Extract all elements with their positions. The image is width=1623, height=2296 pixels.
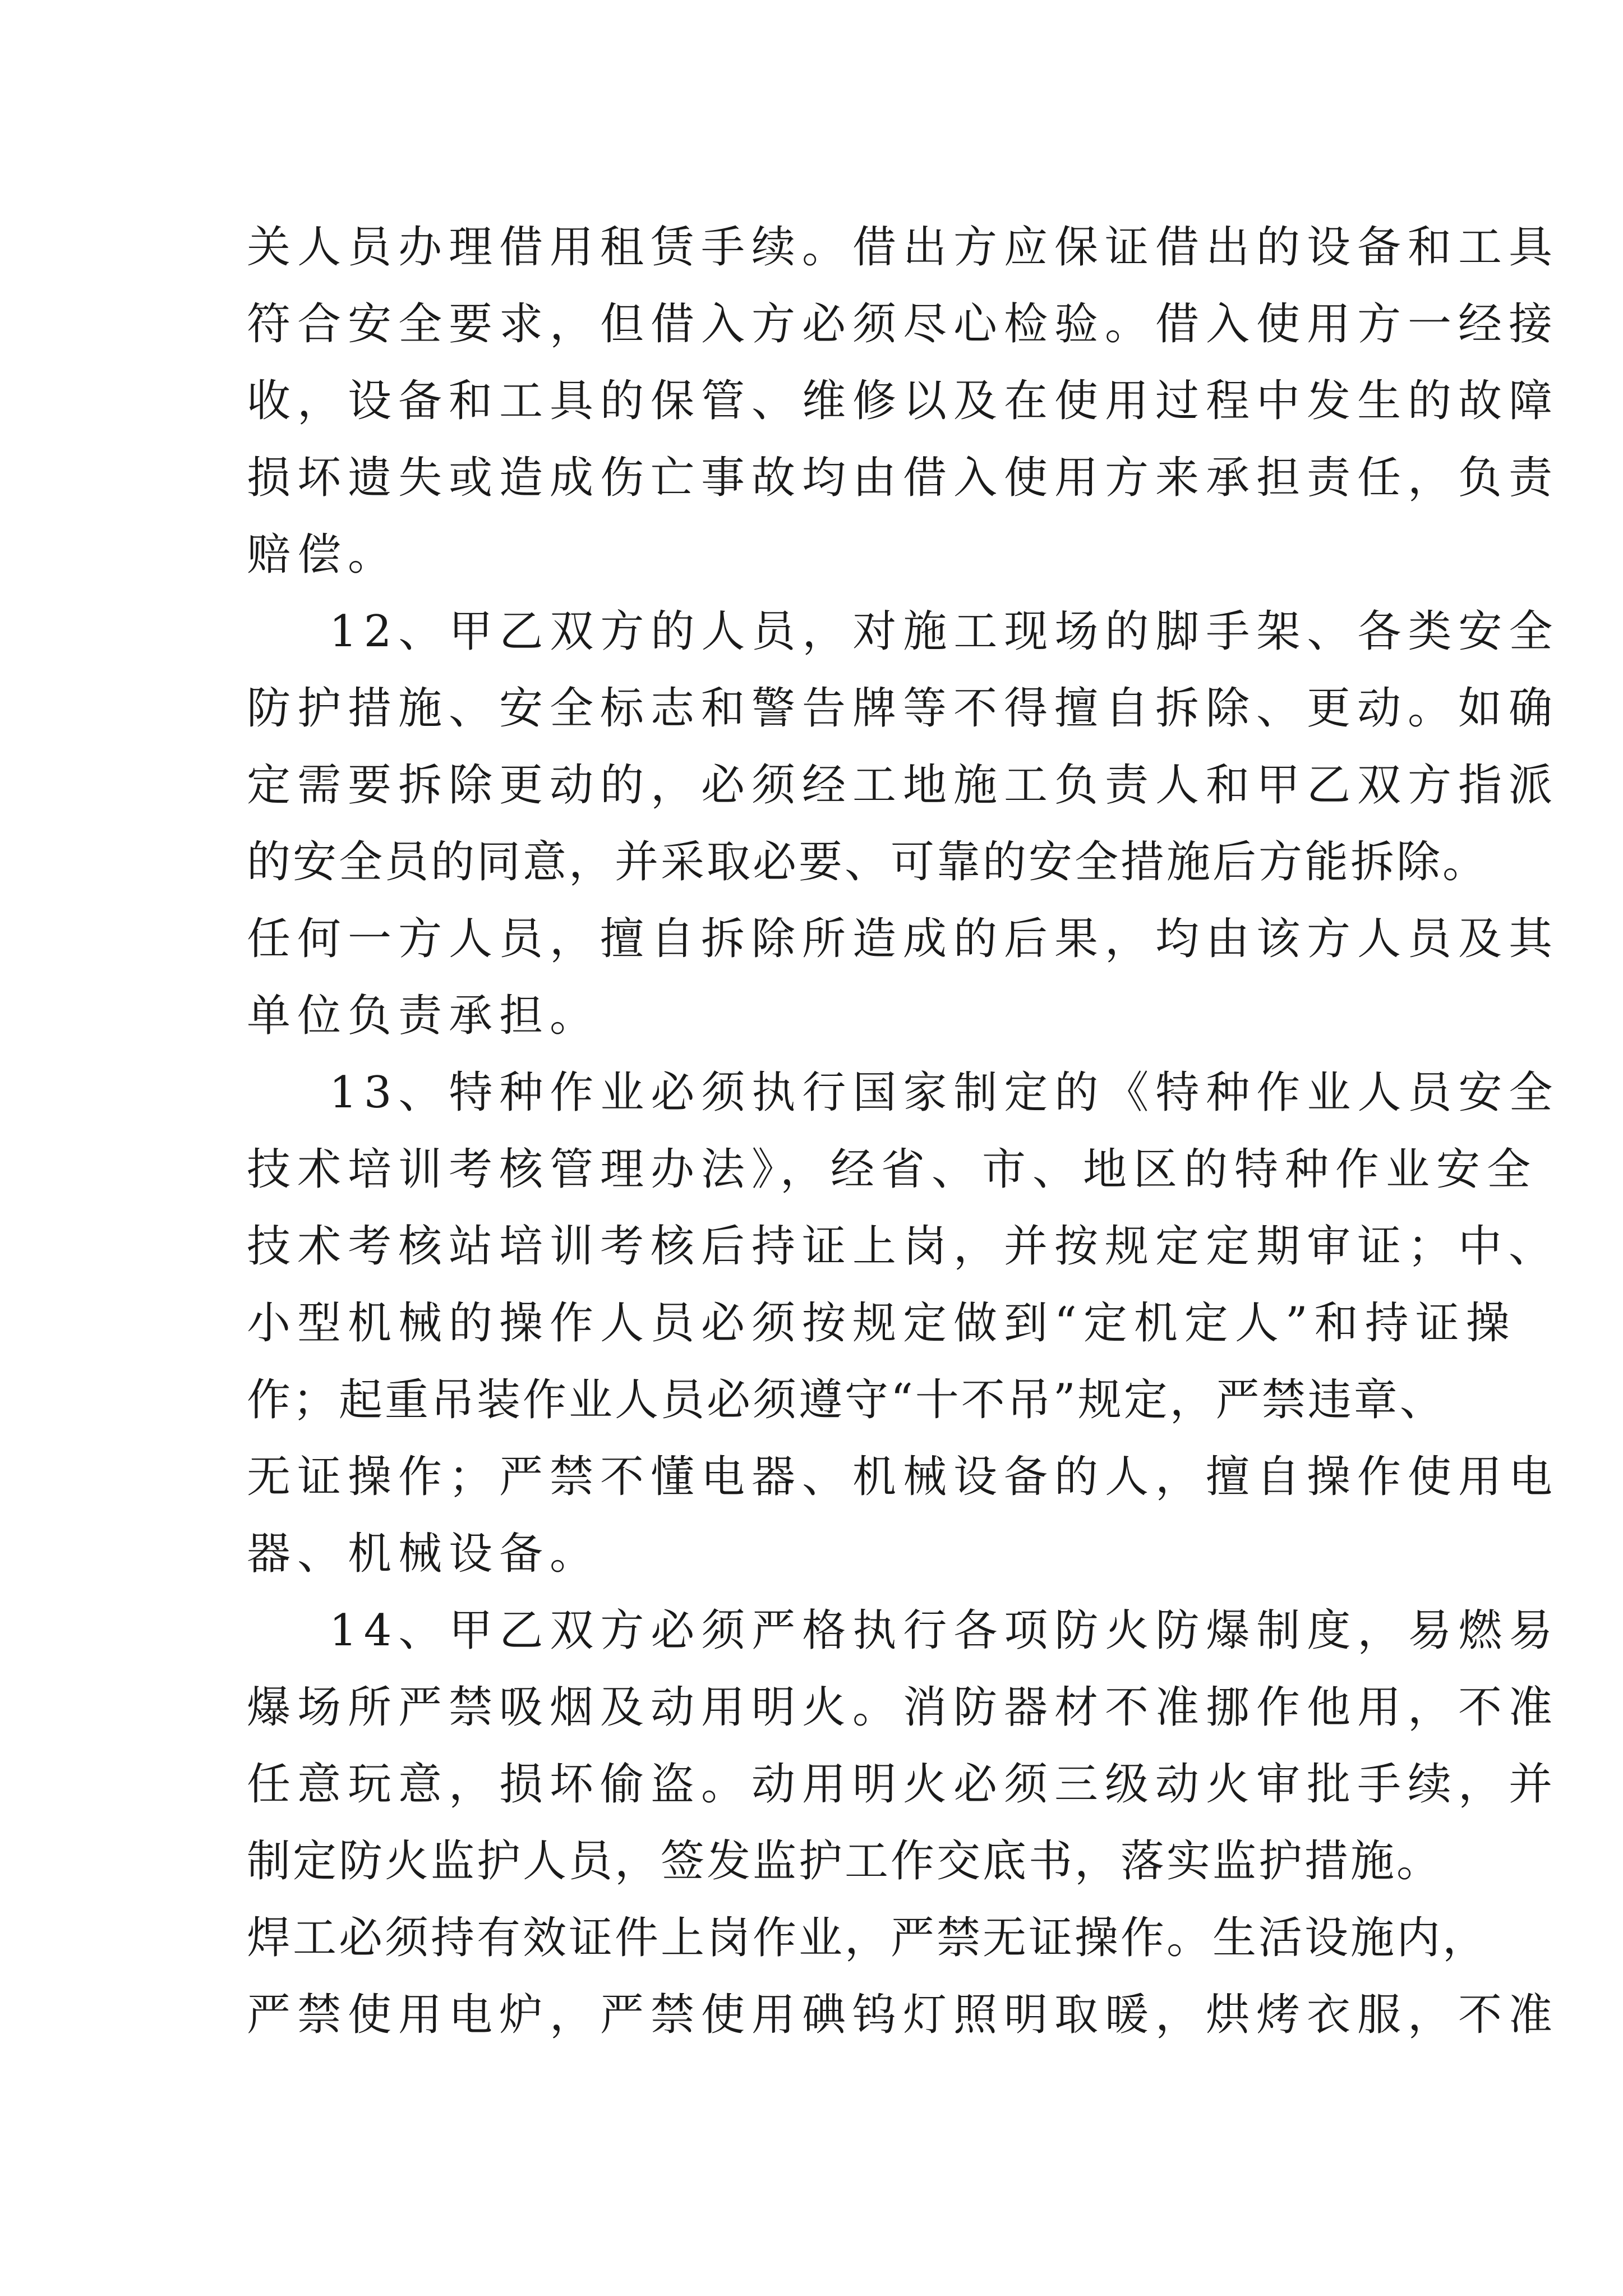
paragraph-14	[247, 1593, 1560, 2054]
text-line: 14、甲乙双方必须严格执行各项防火防爆制度，易燃易	[247, 1605, 1560, 1656]
text-line: 13、特种作业必须执行国家制定的《特种作业人员安全	[247, 1068, 1560, 1118]
text-line: 防护措施、安全标志和警告牌等不得擅自拆除、更动。如确	[247, 683, 1560, 734]
paragraph-11-continued	[247, 209, 1560, 593]
text-line: 损坏遗失或造成伤亡事故均由借入使用方来承担责任，负责	[247, 453, 1560, 503]
text-line: 定需要拆除更动的，必须经工地施工负责人和甲乙双方指派	[247, 760, 1560, 811]
text-line: 符合安全要求，但借入方必须尽心检验。借入使用方一经接	[247, 299, 1560, 349]
text-line: 12、甲乙双方的人员，对施工现场的脚手架、各类安全	[247, 606, 1560, 657]
text-line: 焊工必须持有效证件上岗作业，严禁无证操作。生活设施内，	[247, 1913, 1489, 1963]
text-line: 技术考核站培训考核后持证上岗，并按规定定期审证；中、	[247, 1221, 1560, 1272]
paragraph-13	[247, 1055, 1560, 1593]
text-line: 单位负责承担。	[247, 991, 601, 1041]
text-line: 关人员办理借用租赁手续。借出方应保证借出的设备和工具	[247, 222, 1560, 273]
text-line: 器、机械设备。	[247, 1529, 601, 1579]
body-text	[247, 209, 1560, 2054]
paragraph-12	[247, 593, 1560, 1055]
text-line: 小型机械的操作人员必须按规定做到“定机定人”和持证操	[247, 1298, 1516, 1349]
text-line: 赔偿。	[247, 530, 399, 580]
text-line: 制定防火监护人员，签发监护工作交底书，落实监护措施。	[247, 1836, 1443, 1887]
text-line: 的安全员的同意，并采取必要、可靠的安全措施后方能拆除。	[247, 837, 1489, 887]
text-line: 收，设备和工具的保管、维修以及在使用过程中发生的故障	[247, 376, 1560, 426]
text-line: 作；起重吊装作业人员必须遵守“十不吊”规定，严禁违章、	[247, 1375, 1446, 1425]
text-line: 无证操作；严禁不懂电器、机械设备的人，擅自操作使用电	[247, 1452, 1560, 1502]
text-line: 技术培训考核管理办法》，经省、市、地区的特种作业安全	[247, 1144, 1538, 1195]
text-line: 爆场所严禁吸烟及动用明火。消防器材不准挪作他用，不准	[247, 1682, 1560, 1733]
text-line: 严禁使用电炉，严禁使用碘钨灯照明取暖，烘烤衣服，不准	[247, 1990, 1560, 2040]
text-line: 任意玩意，损坏偷盗。动用明火必须三级动火审批手续，并	[247, 1759, 1560, 1810]
text-line: 任何一方人员，擅自拆除所造成的后果，均由该方人员及其	[247, 914, 1560, 964]
